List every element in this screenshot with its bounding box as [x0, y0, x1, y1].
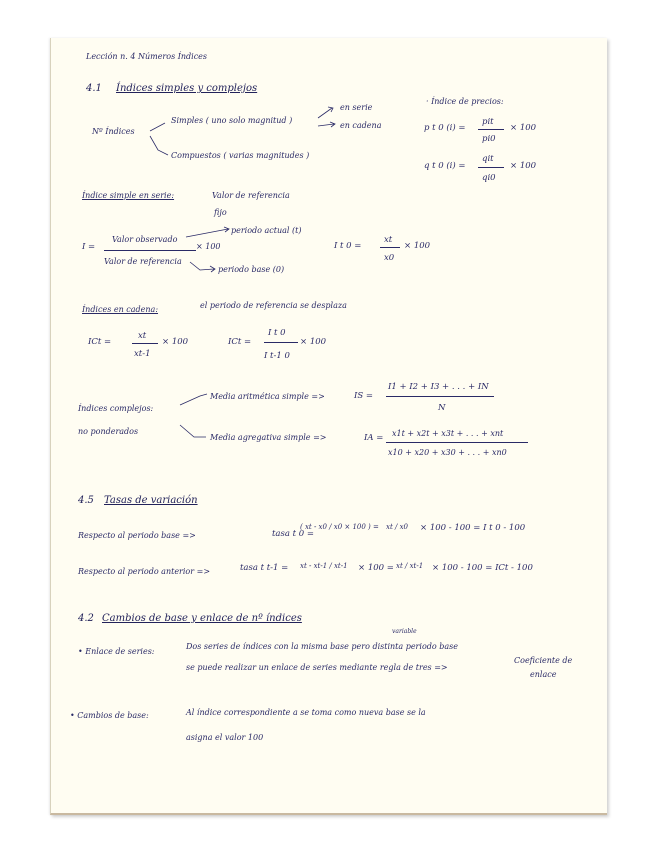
cambio-text-1: Al índice correspondiente a se toma como nueva base se la [186, 708, 426, 717]
arrow-en-serie [318, 107, 333, 118]
serie-title: Índice simple en serie: [82, 191, 175, 200]
It0-times: × 100 [404, 241, 431, 251]
tasa-base-rest: × 100 - 100 = I t 0 - 100 [420, 523, 526, 533]
ict-numerator-1: xt [138, 331, 147, 341]
arrow-en-cadena [318, 122, 335, 127]
fijo-note: fijo [214, 208, 227, 217]
compuestos-label: Compuestos ( varias magnitudes ) [171, 151, 310, 160]
tasa-base-frac: xt / x0 [386, 523, 408, 531]
cadena-title: Índices en cadena: [82, 305, 159, 314]
tasa-anterior-frac2: xt / xt-1 [396, 562, 424, 570]
ict-numerator-2: I t 0 [268, 328, 286, 338]
valor-referencia-note: Valor de referencia [212, 191, 290, 200]
en-cadena-label: en cadena [340, 121, 382, 130]
It0-numerator: xt [384, 235, 393, 245]
cambio-text-2: asigna el valor 100 [186, 733, 264, 742]
section-4-5-title: Tasas de variación [104, 495, 198, 506]
valor-observado: Valor observado [112, 235, 178, 244]
p-times: × 100 [510, 123, 537, 133]
valor-referencia: Valor de referencia [104, 257, 182, 266]
p-denominator: pi0 [482, 134, 496, 144]
periodo-base: periodo base (0) [218, 265, 285, 274]
section-4-2-title: Cambios de base y enlace de nº índices [102, 613, 302, 624]
is-denominator: N [438, 403, 446, 413]
ict-lhs-2: ICt = [228, 337, 252, 347]
tasa-anterior-frac: xt - xt-1 / xt-1 [300, 562, 348, 570]
section-4-2-number: 4.2 [78, 613, 94, 624]
q-denominator: qi0 [482, 173, 496, 183]
ict-denominator-2: I t-1 0 [264, 351, 290, 361]
cambios-base-label: • Cambios de base: [70, 711, 149, 720]
arrow-simples [150, 123, 165, 131]
n-indices-label: Nº Índices [92, 127, 135, 136]
arrow-media-agregativa [180, 425, 206, 437]
tasa-anterior-lhs: tasa t t-1 = [240, 563, 289, 573]
simples-label: Simples ( uno solo magnitud ) [171, 116, 293, 125]
ia-lhs: IA = [364, 433, 384, 443]
q-times: × 100 [510, 161, 537, 171]
periodo-actual: periodo actual (t) [231, 226, 302, 235]
respecto-base-label: Respecto al periodo base => [78, 531, 196, 540]
ict-times-1: × 100 [162, 337, 189, 347]
ict-lhs-1: ICt = [88, 337, 112, 347]
ia-denominator: x10 + x20 + x30 + . . . + xn0 [388, 448, 507, 457]
media-agregativa-label: Media agregativa simple => [210, 433, 327, 442]
p-formula-lhs: p t 0 (i) = [424, 123, 466, 133]
section-4-1-number: 4.1 [86, 83, 102, 94]
is-numerator: I1 + I2 + I3 + . . . + IN [388, 382, 489, 392]
enlace-text-2: se puede realizar un enlace de series mediante regla de tres => [186, 663, 448, 672]
tasa-base-paren: ( xt - x0 / x0 × 100 ) = [300, 523, 379, 531]
no-ponderados-label: no ponderados [78, 427, 139, 436]
precios-title: · Índice de precios: [426, 97, 504, 106]
lesson-title: Lección n. 4 Números Índices [86, 52, 208, 61]
coeficiente-enlace: enlace [530, 670, 557, 679]
arrow-compuestos [150, 136, 168, 155]
enlace-series-label: • Enlace de series: [78, 647, 155, 656]
section-4-5-number: 4.5 [78, 495, 94, 506]
q-numerator: qit [482, 154, 494, 164]
coeficiente-de: Coeficiente de [514, 656, 573, 665]
ict-times-2: × 100 [300, 337, 327, 347]
ict-denominator-1: xt-1 [134, 349, 151, 359]
q-formula-lhs: q t 0 (i) = [424, 161, 466, 171]
arrow-media-aritmetica [180, 394, 207, 405]
I-equals: I = [82, 242, 96, 252]
en-serie-label: en serie [340, 103, 373, 112]
arrow-periodo-base [190, 262, 215, 272]
media-aritmetica-label: Media aritmética simple => [210, 392, 325, 401]
It0-denominator: x0 [384, 253, 395, 263]
complejos-label: Índices complejos: [78, 404, 154, 413]
enlace-text-1: Dos series de índices con la misma base pero distinta periodo base [186, 642, 458, 651]
section-4-1-title: Índices simples y complejos [116, 83, 258, 94]
arrow-periodo-actual [186, 227, 229, 237]
tasa-anterior-mid: × 100 = [358, 563, 394, 573]
p-numerator: pit [482, 117, 494, 127]
tasa-anterior-rest: × 100 - 100 = ICt - 100 [432, 563, 533, 573]
variable-note: variable [392, 628, 417, 635]
cadena-desc: el periodo de referencia se desplaza [200, 301, 347, 310]
tasa-base-lhs: tasa t 0 = [272, 529, 314, 539]
It0-lhs: I t 0 = [334, 241, 362, 251]
respecto-anterior-label: Respecto al periodo anterior => [78, 567, 211, 576]
is-lhs: IS = [354, 391, 374, 401]
serie-times: × 100 [196, 242, 221, 251]
ia-numerator: x1t + x2t + x3t + . . . + xnt [392, 429, 504, 438]
